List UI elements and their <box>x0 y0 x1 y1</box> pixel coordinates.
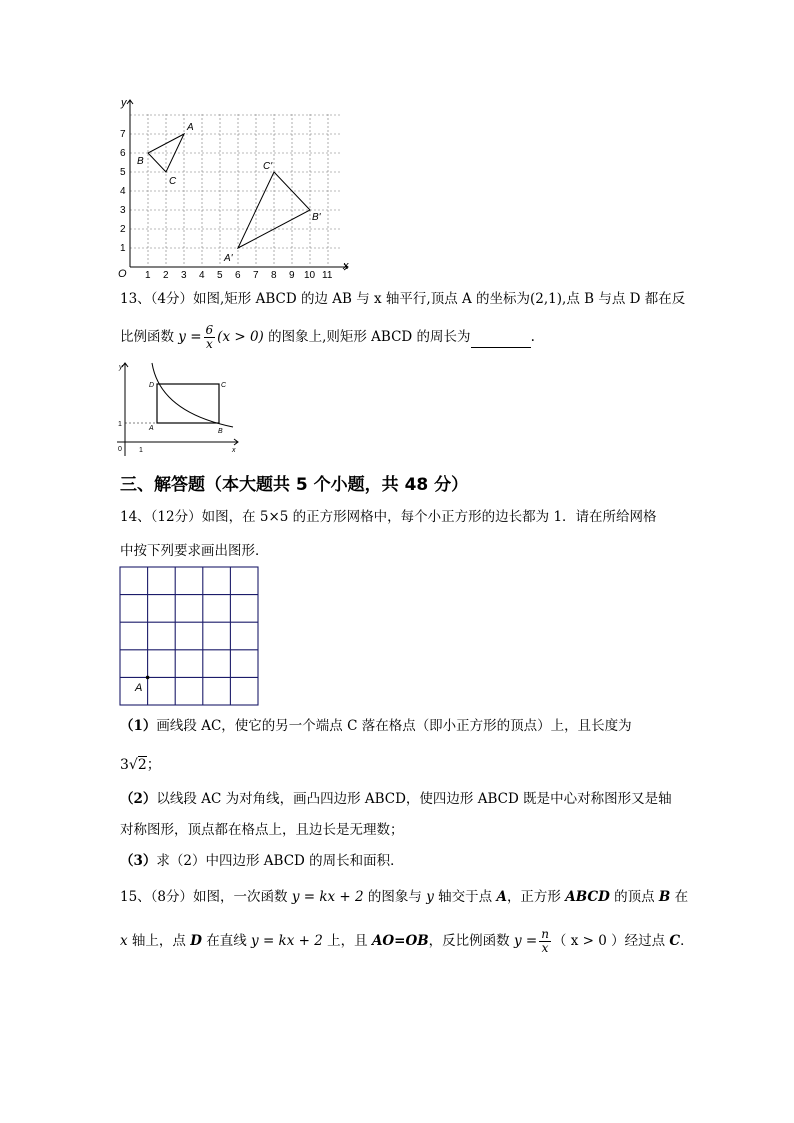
linear-function: y = kx + 2 <box>291 889 364 905</box>
inverse-function: y = <box>513 933 538 949</box>
part-text: 画线段 AC，使它的另一个端点 C 落在格点（即小正方形的顶点）上，且长度为 <box>156 718 632 734</box>
point-c-label: C <box>221 382 227 389</box>
linear-function: y = kx + 2 <box>251 933 323 949</box>
radical-coefficient: 3 <box>120 757 129 773</box>
y-tick: 6 <box>120 148 126 159</box>
q15-text: 在直线 <box>201 933 252 949</box>
q15-text: 经过点 <box>624 933 670 949</box>
x-tick: 2 <box>163 270 169 281</box>
hyperbola-curve <box>152 363 233 427</box>
y-variable: y <box>426 889 434 905</box>
x-tick: 1 <box>145 270 151 281</box>
equality-condition: AO=OB <box>371 933 429 949</box>
q15-line-2 <box>120 927 694 955</box>
q14-part-2-line-2: 对称图形，顶点都在格点上，且边长是无理数； <box>120 822 404 838</box>
x-axis-label: x <box>232 447 236 454</box>
fraction-numerator: 6 <box>205 323 214 337</box>
part-text: 求（2）中四边形 ABCD 的周长和面积． <box>156 853 404 869</box>
q14-part-1 <box>120 716 680 736</box>
origin-label: O <box>118 268 127 280</box>
y-tick: 5 <box>120 167 126 178</box>
y-one-label: 1 <box>118 421 122 428</box>
x-tick: 6 <box>235 270 241 281</box>
point-d: D <box>190 933 202 949</box>
point-b-label: B <box>218 428 223 435</box>
x-axis-label: x <box>343 260 349 272</box>
y-axis-label: y <box>121 97 127 109</box>
part-end: ； <box>146 757 161 773</box>
q13-condition: (x > 0) <box>217 329 264 345</box>
point-a-label: A <box>149 425 154 432</box>
point-c: C <box>669 933 681 949</box>
q15-fraction <box>539 928 551 955</box>
q14-part-2-line-1 <box>120 789 680 809</box>
five-by-five-grid <box>118 565 262 709</box>
part-text: 以线段 AC 为对角线，画凸四边形 ABCD，使四边形 ABCD 既是中心对称图形又是轴 <box>156 791 672 807</box>
fraction-numerator: n <box>541 927 549 941</box>
y-tick: 7 <box>120 129 126 140</box>
q15-text: 的图象与 <box>363 889 427 905</box>
point-a2-label: A' <box>224 253 233 264</box>
x-variable: x <box>120 933 128 949</box>
rectangle-abcd <box>157 384 219 423</box>
q14-line-1: 14、（12分）如图，在 5×5 的正方形网格中，每个小正方形的边长都为 1．请在所给网格 <box>120 509 657 525</box>
point-b: B <box>658 889 671 905</box>
point-b2-label: B' <box>312 212 321 223</box>
q15-text: 轴交于点 <box>433 889 497 905</box>
q13-line-1: 13、（4分）如图,矩形 ABCD 的边 AB 与 x 轴平行,顶点 A 的坐标为(2,1),点 B 与点 D 都在反 <box>120 291 686 307</box>
part-number: （1） <box>120 718 157 734</box>
q15-text: ，正方形 <box>506 889 566 905</box>
point-c-label: C <box>169 176 177 187</box>
q15-end: ． <box>680 933 694 949</box>
point-b-label: B <box>137 156 144 167</box>
translation-grid-figure <box>110 96 360 281</box>
q13-text-2: 的图象上,则矩形 ABCD 的周长为 <box>263 329 471 345</box>
q15-condition: （ x > 0 ） <box>552 933 625 949</box>
q14-part-1-value <box>120 755 680 775</box>
x-tick: 5 <box>217 270 223 281</box>
y-tick: 2 <box>120 224 126 235</box>
q13-line-2 <box>120 324 680 351</box>
q15-text: ，反比例函数 <box>428 933 514 949</box>
q15-text: 在 <box>670 889 689 905</box>
q15-line-1 <box>120 887 689 907</box>
point-a <box>146 676 150 680</box>
y-axis-label: y <box>119 364 123 371</box>
part-number: （3） <box>120 853 157 869</box>
point-c2-label: C' <box>263 161 273 172</box>
q13-fraction <box>204 324 216 351</box>
answer-blank[interactable] <box>471 327 531 348</box>
part-number: （2） <box>120 791 157 807</box>
x-tick: 7 <box>253 270 259 281</box>
q13-text: 比例函数 <box>120 329 179 345</box>
x-tick: 11 <box>322 270 333 281</box>
x-tick: 9 <box>289 270 295 281</box>
x-tick: 3 <box>181 270 187 281</box>
q15-text: 15、（8分）如图，一次函数 <box>120 889 292 905</box>
point-a-label: A <box>135 682 143 694</box>
origin-label: 0 <box>118 446 122 453</box>
section-title: 三、解答题（本大题共 5 个小题，共 48 分） <box>120 475 469 495</box>
q13-formula: y = <box>178 329 202 345</box>
x-tick: 10 <box>304 270 316 281</box>
y-tick: 3 <box>120 205 126 216</box>
q14-part-3 <box>120 851 680 871</box>
q15-text: 轴上，点 <box>127 933 191 949</box>
x-tick: 4 <box>199 270 205 281</box>
fraction-denominator: x <box>541 941 549 955</box>
y-tick: 4 <box>120 186 126 197</box>
point-a-label: A <box>187 122 194 133</box>
radicand: 2 <box>137 757 147 773</box>
square-name: ABCD <box>565 889 610 905</box>
rectangle-hyperbola-figure <box>115 360 240 458</box>
q13-end: . <box>530 329 535 345</box>
q14-line-2: 中按下列要求画出图形． <box>120 543 269 559</box>
x-tick: 8 <box>271 270 277 281</box>
y-tick: 1 <box>120 243 126 254</box>
fraction-denominator: x <box>205 337 213 351</box>
x-one-label: 1 <box>139 447 143 454</box>
point-a: A <box>496 889 507 905</box>
point-d-label: D <box>149 382 155 389</box>
q15-text: 的顶点 <box>609 889 659 905</box>
sqrt-symbol: √ <box>128 757 138 773</box>
q15-text: 上，且 <box>322 933 372 949</box>
